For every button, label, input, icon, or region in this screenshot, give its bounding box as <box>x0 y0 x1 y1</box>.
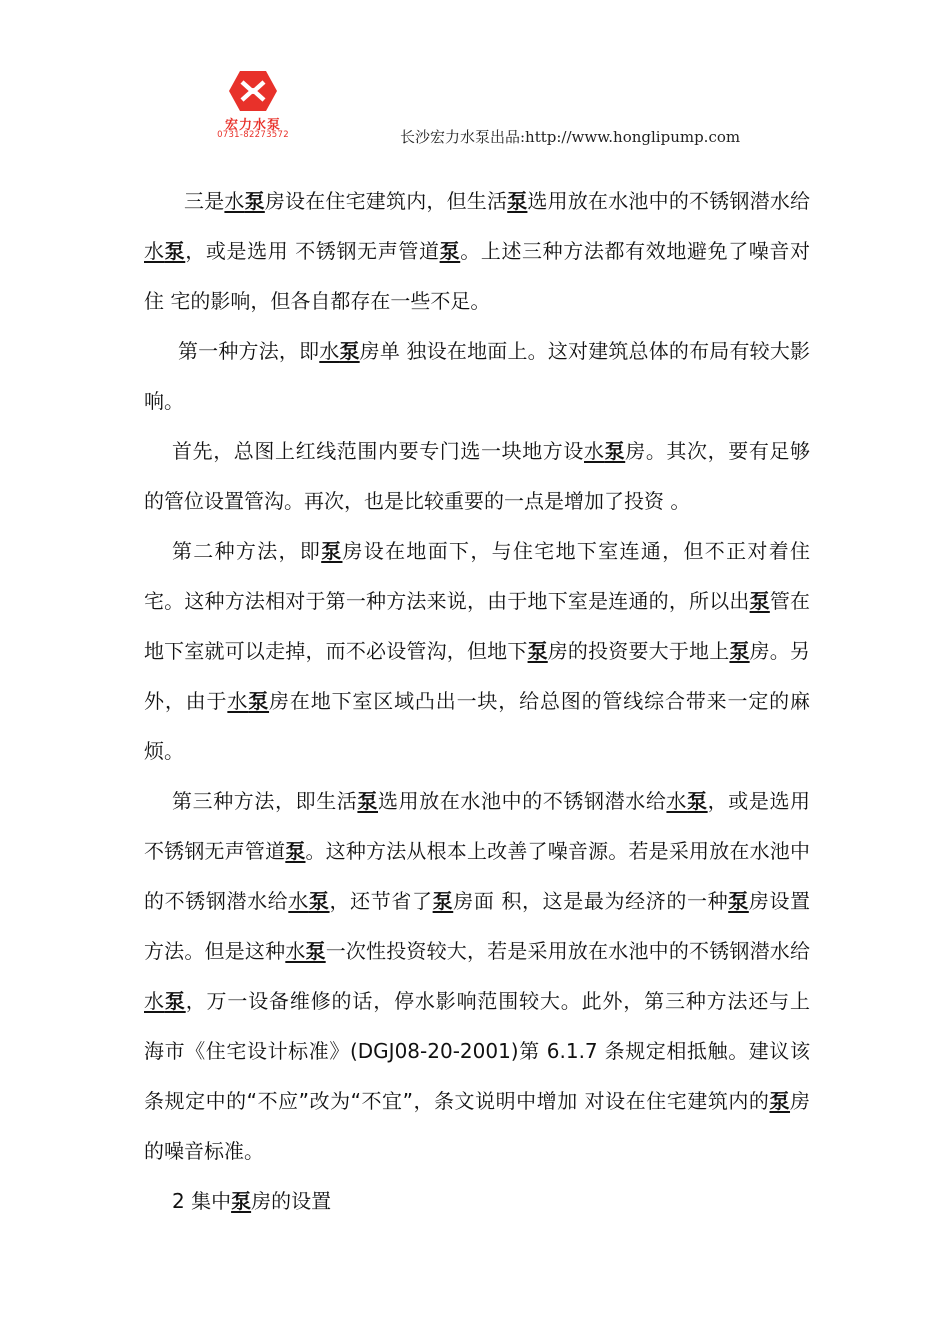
keyword-run: 水 <box>144 239 165 263</box>
logo-phone-number: 0731-82273572 <box>217 130 289 140</box>
text-run: 房设在住宅建筑内，但生活 <box>264 189 508 213</box>
document-body <box>144 176 810 1226</box>
keyword-run: 泵 <box>305 939 326 963</box>
text-run: 。上述三种方法都有效地避免了噪音对住 宅的影响，但各自都存在一些不足。 <box>144 239 811 313</box>
text-run: 第二种方法，即 <box>172 539 322 563</box>
publisher-line: 长沙宏力水泵出品:http://www.honglipump.com <box>400 128 741 146</box>
hexagon-logo-icon <box>228 70 278 112</box>
keyword-run: 泵 <box>439 239 461 263</box>
text-run: 房的噪音标准。 <box>144 1089 811 1163</box>
keyword-run: 泵 <box>687 789 708 813</box>
text-run: 房设在地面下，与住宅地下室连通，但不正对着住宅。这种方法相对于第一种方法来说，由于地下室是连通的，所以出 <box>144 539 811 613</box>
logo-brand-name: 宏力水泵 <box>224 118 281 133</box>
text-run: 。这种方法从根本上改善了噪音源。若是采用放在水池中的不锈钢潜水给 <box>144 839 810 913</box>
keyword-run: 泵 <box>729 639 750 663</box>
keyword-run: 泵 <box>728 889 749 913</box>
keyword-run: 泵 <box>308 889 330 913</box>
text-run: ，或是选用 不锈钢无声管道 <box>185 239 440 263</box>
page-header <box>0 0 950 160</box>
keyword-run: 水 <box>144 989 165 1013</box>
keyword-run: 水 <box>584 439 605 463</box>
keyword-run: 泵 <box>527 639 548 663</box>
text-run: 房面 积，这是最为经济的一种 <box>453 889 729 913</box>
text-run: ，还节省了 <box>329 889 433 913</box>
keyword-run: 泵 <box>164 989 186 1013</box>
text-run: 三是 <box>184 189 225 213</box>
text-run: 第三种方法，即生活 <box>172 789 358 813</box>
keyword-run: 泵 <box>244 189 265 213</box>
text-run: 管在地下室就可以走掉，而不必设管沟，但地下 <box>144 589 810 663</box>
text-run: 房。其次，要有足够的管位设置管沟。再次，也是比较重要的一点是增加了投资 。 <box>144 439 811 513</box>
keyword-run: 泵 <box>769 1089 791 1113</box>
keyword-run: 泵 <box>507 189 528 213</box>
keyword-run: 泵 <box>339 339 360 363</box>
keyword-run: 泵 <box>248 689 270 713</box>
keyword-run: 泵 <box>231 1189 252 1213</box>
header-divider <box>144 152 806 153</box>
text-run: 房。另外，由于 <box>144 639 810 713</box>
text-run: 一次性投资较大，若是采用放在水池中的不锈钢潜水给 <box>325 939 810 963</box>
keyword-run: 泵 <box>749 589 770 613</box>
paragraph-3 <box>144 426 810 526</box>
keyword-run: 水 <box>227 689 249 713</box>
paragraph-1 <box>144 176 810 326</box>
text-run: 房单 独设在地面上。这对建筑总体的布局有较大影响。 <box>144 339 811 413</box>
text-run: 房在地下室区域凸出一块，给总图的管线综合带来一定的麻烦。 <box>144 689 811 763</box>
paragraph-5 <box>144 776 810 1176</box>
section-heading <box>144 1176 810 1226</box>
keyword-run: 水 <box>319 339 340 363</box>
keyword-run: 水 <box>285 939 306 963</box>
company-logo <box>212 70 294 142</box>
text-run: 房的设置 <box>251 1189 332 1213</box>
keyword-run: 泵 <box>604 439 626 463</box>
text-run: 选用放在水池中的不锈钢潜水给 <box>378 789 667 813</box>
keyword-run: 水 <box>666 789 688 813</box>
text-run: 房设置方法。但是这种 <box>144 889 811 963</box>
text-run: 首先，总图上红线范围内要专门选一块地方设 <box>172 439 584 463</box>
keyword-run: 水 <box>288 889 309 913</box>
keyword-run: 水 <box>224 189 245 213</box>
keyword-run: 泵 <box>285 839 306 863</box>
keyword-run: 泵 <box>432 889 454 913</box>
paragraph-4 <box>144 526 810 776</box>
text-run: 2 集中 <box>172 1189 232 1213</box>
text-run: 第一种方法，即 <box>178 339 320 363</box>
paragraph-2 <box>144 326 810 426</box>
text-run: ，或是选用不锈钢无声管道 <box>144 789 811 863</box>
text-run: 选用放在水池中的不锈钢潜水给 <box>527 189 811 213</box>
text-run: ，万一设备维修的话，停水影响范围较大。此外，第三种方法还与上 海市《住宅设计标准》(DGJ08-20-2001)第 6.1.7 条规定相抵触。建议该条规定中的“不应”改为“不宜”，条文说明中增加 对设在住宅建筑内的 <box>144 989 811 1113</box>
keyword-run: 泵 <box>321 539 343 563</box>
keyword-run: 泵 <box>357 789 379 813</box>
keyword-run: 泵 <box>164 239 186 263</box>
text-run: 房的投资要大于地上 <box>547 639 730 663</box>
